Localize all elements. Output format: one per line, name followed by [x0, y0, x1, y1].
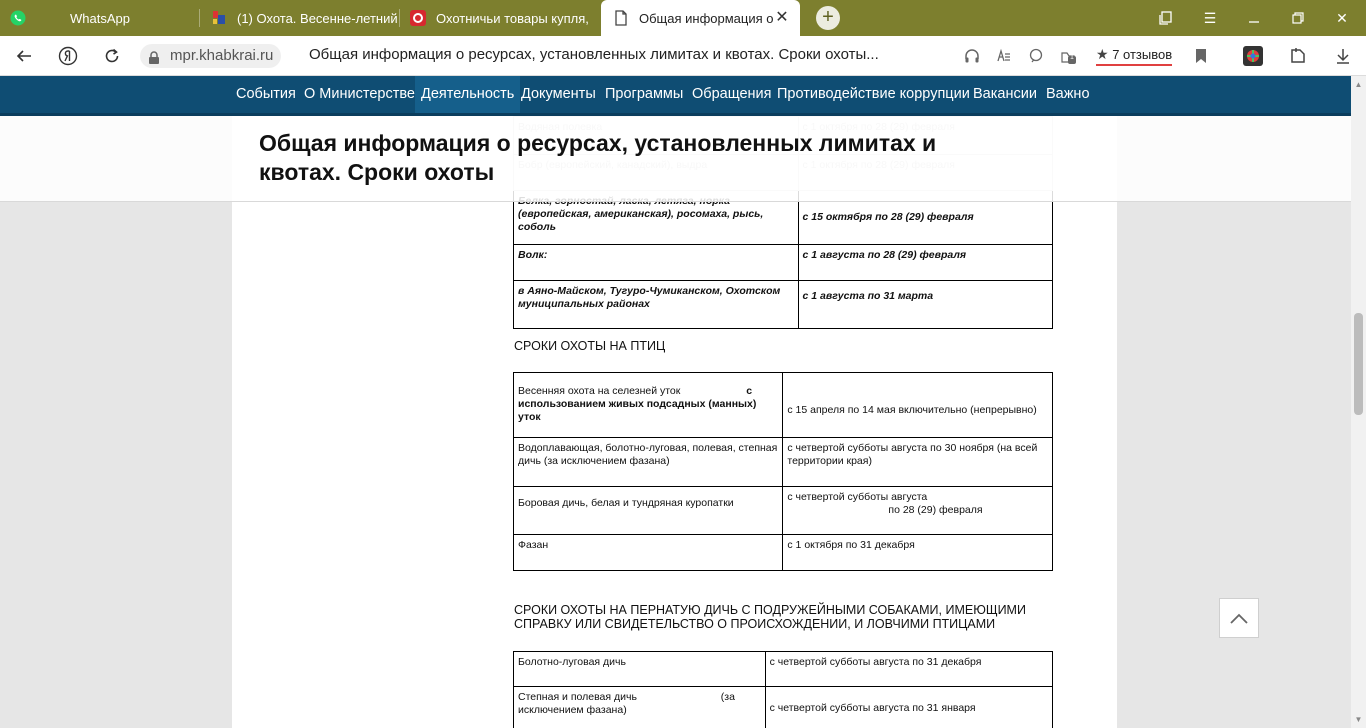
- nav-vacancies[interactable]: Вакансии: [973, 86, 1037, 102]
- sticky-page-header: [0, 116, 1351, 202]
- dogs-section-heading: СРОКИ ОХОТЫ НА ПЕРНАТУЮ ДИЧЬ С ПОДРУЖЕЙНЫМИ СОБАКАМИ, ИМЕЮЩИМИ СПРАВКУ ИЛИ СВИДЕТЕЛЬСТВО О ПРОИСХОЖДЕНИИ, И ЛОВЧИМИ ПТИЦАМИ: [514, 603, 1026, 631]
- reader-mode-icon[interactable]: [994, 46, 1014, 66]
- table-cell: [514, 687, 766, 728]
- birds-section-heading: СРОКИ ОХОТЫ НА ПТИЦ: [514, 339, 666, 353]
- row-name-part: (за исключением фазана): [518, 691, 735, 716]
- bookmark-icon[interactable]: [1191, 46, 1211, 66]
- table-cell: с четвертой субботы августа по 31 января: [765, 687, 1052, 728]
- collections-icon[interactable]: [1288, 46, 1308, 66]
- table-cell: с четвертой субботы августа по 31 декабря: [765, 652, 1052, 687]
- close-tab-icon[interactable]: ✕: [775, 9, 789, 26]
- table-row: [514, 281, 1053, 329]
- browser-tab-strip: [0, 0, 1366, 36]
- tab-whatsapp[interactable]: [10, 0, 200, 36]
- restore-icon[interactable]: [1276, 0, 1320, 36]
- nav-about-ministry[interactable]: О Министерстве: [304, 86, 415, 102]
- nav-programs[interactable]: Программы: [605, 86, 684, 102]
- star-icon: ★: [1096, 46, 1109, 62]
- tab-active-general-info[interactable]: [601, 0, 800, 36]
- table-cell: [783, 487, 1053, 535]
- minimize-icon[interactable]: [1232, 0, 1276, 36]
- site-navigation: [0, 76, 1351, 116]
- nav-documents[interactable]: Документы: [521, 86, 596, 102]
- scroll-up-arrow-icon[interactable]: ▲: [1354, 80, 1363, 89]
- tab-title: (1) Охота. Весенне-летний: [237, 10, 398, 26]
- translate-icon[interactable]: [1026, 46, 1046, 66]
- tab-title: Общая информация о: [639, 10, 774, 26]
- tab-manager-icon[interactable]: [1144, 0, 1188, 36]
- reviews-link[interactable]: [1096, 46, 1172, 66]
- nav-appeals[interactable]: Обращения: [692, 86, 772, 102]
- tab-title: WhatsApp: [70, 10, 130, 26]
- table-cell: с 15 апреля по 14 мая включительно (непрерывно): [783, 373, 1053, 438]
- menu-icon[interactable]: ☰: [1203, 9, 1217, 26]
- lock-icon: [148, 49, 160, 63]
- page-scrollbar[interactable]: [1351, 76, 1366, 728]
- row-name-part: Весенняя охота на селезней уток: [518, 385, 681, 397]
- scroll-to-top-button[interactable]: [1219, 598, 1259, 638]
- page-title: Общая информация о ресурсах, установленных лимитах и квотах. Сроки охоты: [259, 130, 937, 185]
- scrollbar-thumb[interactable]: [1354, 313, 1363, 415]
- yandex-logo-icon[interactable]: [56, 44, 80, 68]
- nav-activity[interactable]: Деятельность: [415, 76, 520, 116]
- url-field[interactable]: [140, 44, 281, 68]
- period-line: с четвертой субботы августа: [787, 491, 928, 503]
- whatsapp-icon: [10, 10, 26, 26]
- row-name-part: Степная и полевая дичь: [518, 691, 637, 703]
- new-tab-button[interactable]: +: [816, 6, 840, 30]
- row-name-part-bold: с использованием живых подсадных (манных) уток: [518, 385, 757, 423]
- birds-hunting-table: [513, 372, 1053, 571]
- dogs-hunting-table: [513, 651, 1053, 728]
- table-cell: с четвертой субботы августа по 30 ноября (на всей территории края): [783, 438, 1053, 487]
- url-domain: mpr.khabkrai.ru: [170, 47, 274, 64]
- table-cell: с 15 октября по 28 (29) февраля: [798, 191, 1053, 245]
- tab-hunting-goods[interactable]: [404, 0, 596, 36]
- period-line: по 28 (29) февраля: [888, 504, 983, 516]
- site-favicon-red-blue: [211, 10, 227, 26]
- table-cell: с 1 октября по 31 декабря: [783, 535, 1053, 571]
- address-page-title[interactable]: Общая информация о ресурсах, установленных лимитах и квотах. Сроки охоты...: [309, 46, 879, 63]
- table-row: [514, 652, 1053, 687]
- table-cell: [514, 373, 783, 438]
- chevron-up-icon: [1230, 612, 1248, 624]
- table-cell: Болотно-луговая дичь: [514, 652, 766, 687]
- table-row: [514, 487, 1053, 535]
- tab-title: Охотничьи товары купля,: [436, 10, 589, 26]
- nav-events[interactable]: События: [236, 86, 296, 102]
- back-icon[interactable]: [12, 44, 36, 68]
- scroll-down-arrow-icon[interactable]: ▼: [1354, 715, 1363, 724]
- extensions-badge-icon[interactable]: [1058, 46, 1078, 66]
- site-favicon-red: [410, 10, 426, 26]
- tab-forum-hunting[interactable]: [205, 0, 400, 36]
- table-cell: с 1 августа по 28 (29) февраля: [798, 245, 1053, 281]
- table-row: [514, 245, 1053, 281]
- reload-icon[interactable]: [100, 44, 124, 68]
- address-bar: [0, 36, 1366, 76]
- downloads-icon[interactable]: [1333, 46, 1353, 66]
- nav-important[interactable]: Важно: [1046, 86, 1090, 102]
- table-row: [514, 535, 1053, 571]
- table-cell: Волк:: [514, 245, 799, 281]
- headphones-icon[interactable]: [962, 46, 982, 66]
- nav-anti-corruption[interactable]: Противодействие коррупции: [777, 86, 970, 102]
- table-cell: (европейская, американская), росомаха, рысь, соболь: [514, 191, 799, 245]
- table-cell: с 1 августа по 31 марта: [798, 281, 1053, 329]
- table-row: [514, 687, 1053, 728]
- reviews-count: 7 отзывов: [1112, 47, 1173, 62]
- table-cell: Фазан: [514, 535, 783, 571]
- table-row: [514, 438, 1053, 487]
- table-cell: в Аяно-Майском, Тугуро-Чумиканском, Охотском муниципальных районах: [514, 281, 799, 329]
- document-icon: [613, 10, 629, 26]
- extension-colorful-icon[interactable]: [1243, 46, 1263, 66]
- table-cell: Водоплавающая, болотно-луговая, полевая, степная дичь (за исключением фазана): [514, 438, 783, 487]
- close-window-icon[interactable]: ✕: [1336, 9, 1348, 26]
- table-cell: Боровая дичь, белая и тундряная куропатки: [514, 487, 783, 535]
- table-row: [514, 373, 1053, 438]
- badge-count: 1: [1070, 54, 1074, 61]
